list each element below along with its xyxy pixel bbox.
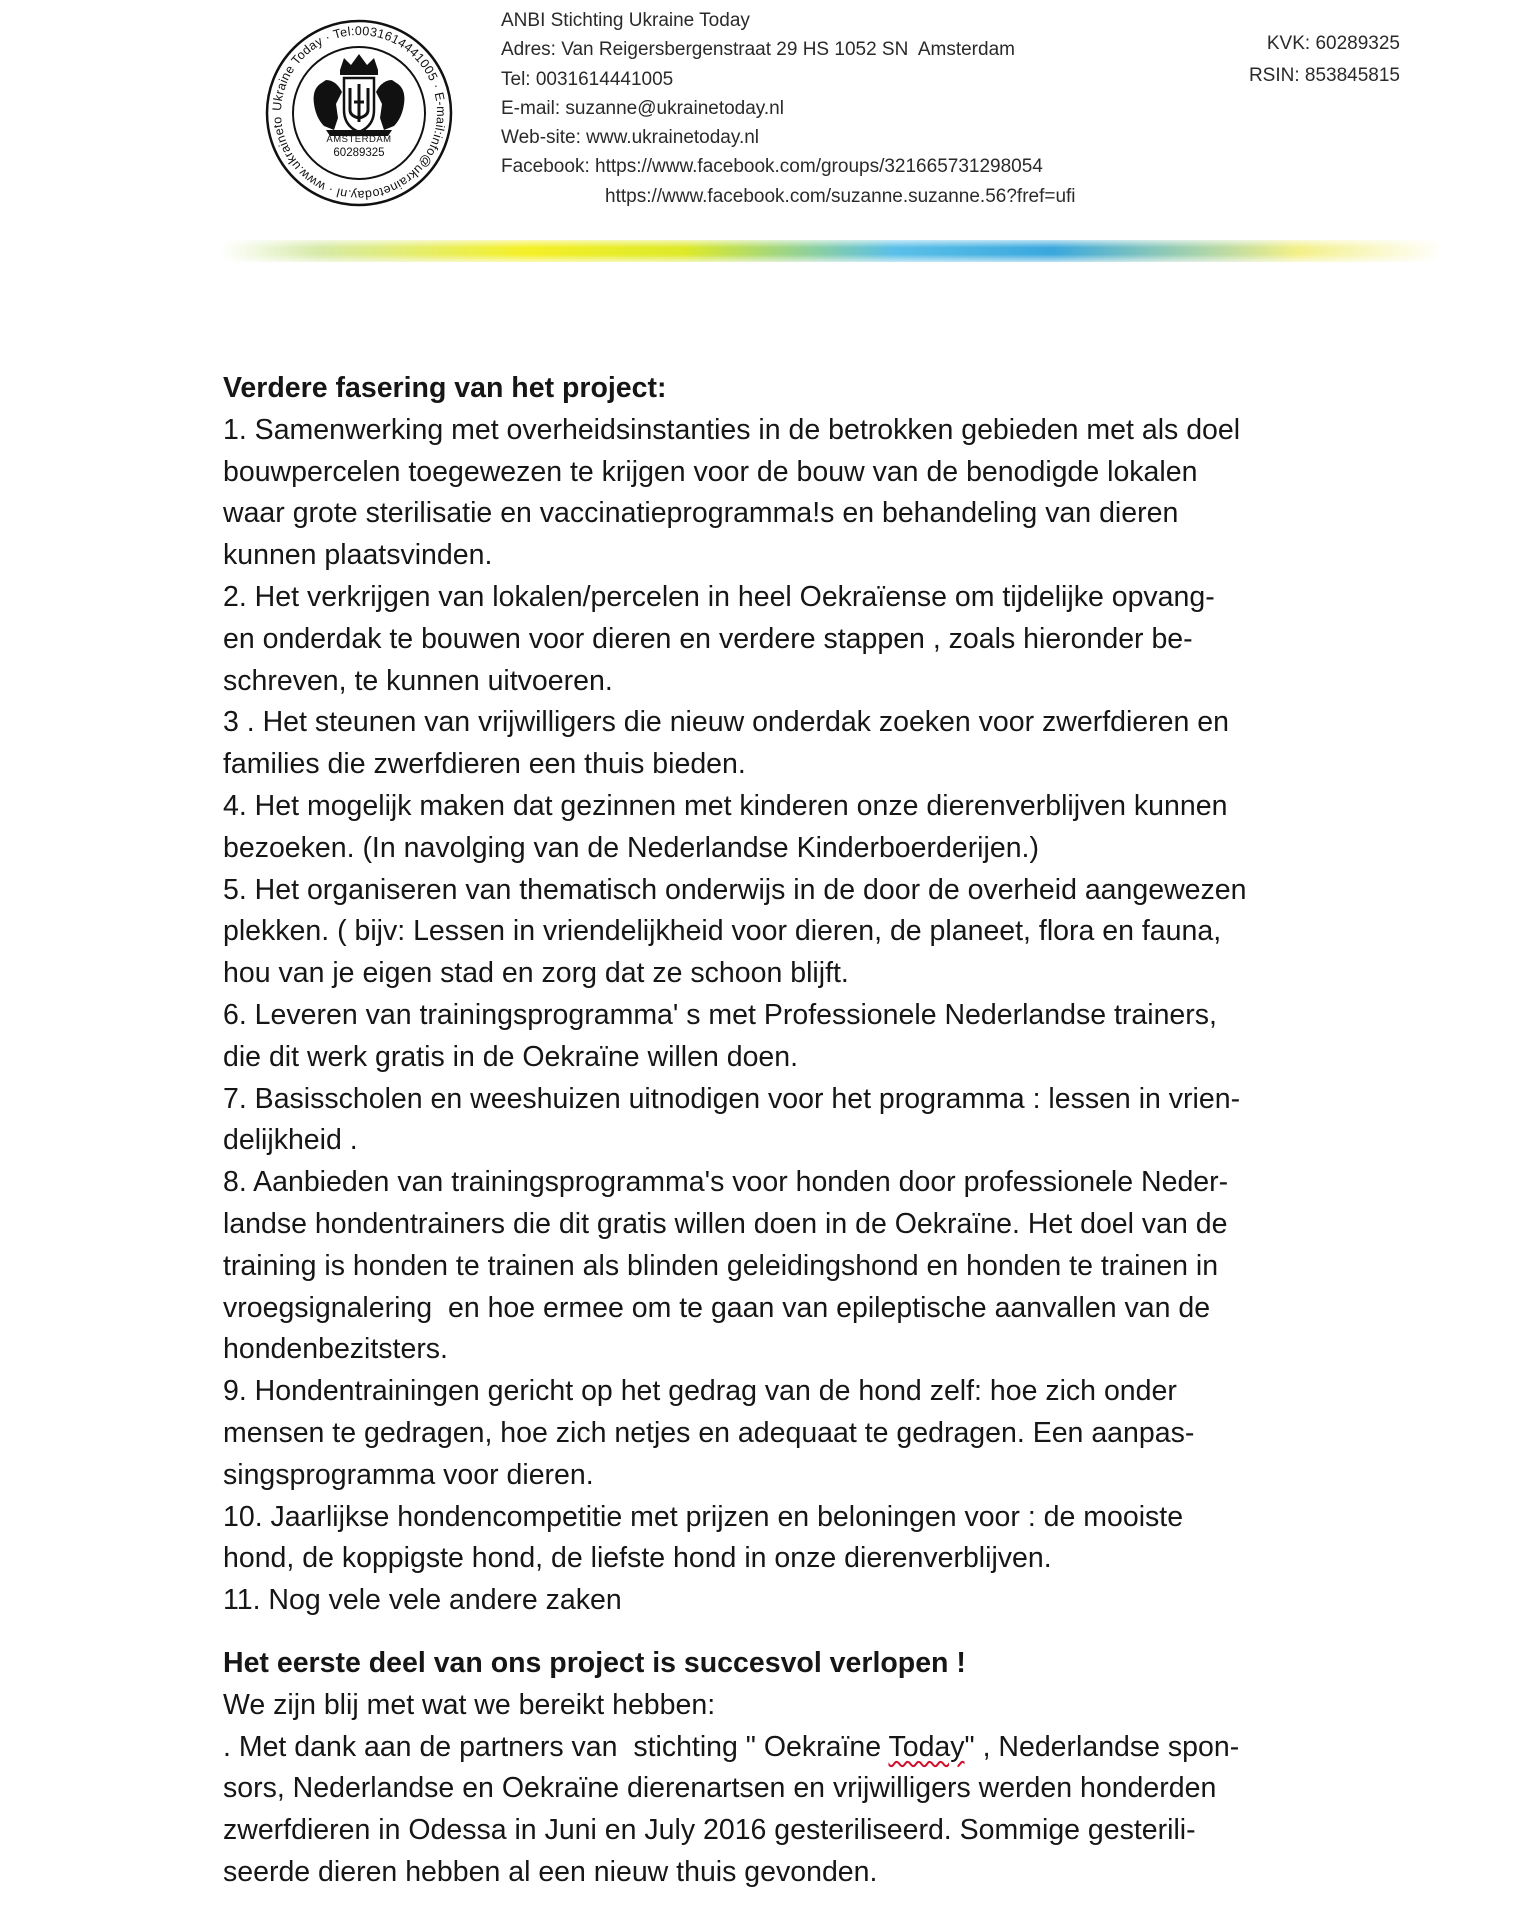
- list-item-line: 8. Aanbieden van trainingsprogramma's voor honden door professionele Neder-: [223, 1166, 1229, 1199]
- document-body: [223, 368, 1453, 1894]
- paragraph-line: [223, 1727, 1453, 1769]
- crown-icon: [340, 54, 378, 75]
- website: Web-site: www.ukrainetoday.nl: [501, 127, 760, 149]
- phone: Tel: 0031614441005: [501, 68, 674, 90]
- text-run: " , Nederlandse spon-: [964, 1730, 1240, 1763]
- list-item-line: hou van je eigen stad en zorg dat ze schoon blijft.: [223, 957, 849, 990]
- list-item-line: 1. Samenwerking met overheidsinstanties in de betrokken gebieden met als doel: [223, 413, 1241, 446]
- seal-icon: [264, 18, 454, 208]
- text-run: . Met dank aan de partners van stichting " Oekraïne: [223, 1730, 889, 1763]
- list-item-line: 10. Jaarlijkse hondencompetitie met prijzen en beloningen voor : de mooiste: [223, 1500, 1184, 1533]
- colored-divider-band: [220, 240, 1444, 262]
- list-item-1: [223, 410, 1453, 577]
- list-item-line: 6. Leveren van trainingsprogramma' s met Professionele Nederlandse trainers,: [223, 998, 1217, 1031]
- list-item-line: 2. Het verkrijgen van lokalen/percelen in heel Oekraïense om tijdelijke opvang-: [223, 580, 1215, 613]
- list-item-3: [223, 702, 1453, 786]
- list-item-line: schreven, te kunnen uitvoeren.: [223, 664, 613, 697]
- list-item-10: [223, 1497, 1453, 1581]
- tryzub-shield-icon: [344, 78, 374, 132]
- list-item-line: die dit werk gratis in de Oekraïne willen doen.: [223, 1040, 799, 1073]
- organization-seal: [264, 18, 454, 208]
- registry-numbers: [1249, 28, 1400, 92]
- list-item-line: 4. Het mogelijk maken dat gezinnen met kinderen onze dierenverblijven kunnen: [223, 789, 1228, 822]
- list-item-line: vroegsignalering en hoe ermee om te gaan van epileptische aanvallen van de: [223, 1291, 1211, 1324]
- list-item-5: [223, 870, 1453, 995]
- list-item-11: 11. Nog vele vele andere zaken: [223, 1584, 622, 1617]
- list-item-line: families die zwerfdieren een thuis bieden.: [223, 748, 746, 781]
- seal-ring-text: Ukraine Today · Tel:0031614441005 · E-mail:info@ukrainetoday.nl · www.ukraineto: [269, 23, 449, 203]
- spellcheck-flagged-word: Today: [888, 1730, 965, 1763]
- list-item-line: plekken. ( bijv: Lessen in vriendelijkheid voor dieren, de planeet, flora en fauna,: [223, 915, 1222, 948]
- list-item-line: delijkheid .: [223, 1124, 358, 1157]
- list-item-line: bezoeken. (In navolging van de Nederlandse Kinderboerderijen.): [223, 831, 1039, 864]
- list-item-7: [223, 1079, 1453, 1163]
- list-item-line: 5. Het organiseren van thematisch onderwijs in de door de overheid aangewezen: [223, 873, 1247, 906]
- list-item-line: training is honden te trainen als blinden geleidingshond en honden te trainen in: [223, 1249, 1219, 1282]
- list-item-2: [223, 577, 1453, 702]
- seal-city: AMSTERDAM: [326, 134, 392, 145]
- list-item-line: 9. Hondentrainingen gericht op het gedrag van de hond zelf: hoe zich onder: [223, 1375, 1177, 1408]
- list-item-line: bouwpercelen toegewezen te krijgen voor de bouw van de benodigde lokalen: [223, 455, 1198, 488]
- success-intro: We zijn blij met wat we bereikt hebben:: [223, 1688, 716, 1721]
- success-paragraph: [223, 1727, 1453, 1894]
- org-name: ANBI Stichting Ukraine Today: [501, 10, 750, 31]
- paragraph-line: zwerfdieren in Odessa in Juni en July 2016 gesteriliseerd. Sommige gesterili-: [223, 1814, 1196, 1847]
- list-item-line: singsprogramma voor dieren.: [223, 1458, 594, 1491]
- success-heading: Het eerste deel van ons project is succesvol verlopen !: [223, 1646, 966, 1679]
- list-item-9: [223, 1371, 1453, 1496]
- paragraph-line: seerde dieren hebben al een nieuw thuis gevonden.: [223, 1855, 878, 1888]
- list-item-line: mensen te gedragen, hoe zich netjes en adequaat te gedragen. Een aanpas-: [223, 1416, 1195, 1449]
- list-item-6: [223, 995, 1453, 1079]
- list-item-line: 7. Basisscholen en weeshuizen uitnodigen voor het programma : lessen in vrien-: [223, 1082, 1241, 1115]
- list-item-4: [223, 786, 1453, 870]
- letterhead-contact-block: [501, 6, 1076, 211]
- facebook-profile-link: https://www.facebook.com/suzanne.suzanne.56?fref=ufi: [605, 185, 1076, 207]
- list-item-line: kunnen plaatsvinden.: [223, 539, 493, 572]
- paragraph-spacer: [223, 1622, 1453, 1643]
- list-item-line: en onderdak te bouwen voor dieren en verdere stappen , zoals hieronder be-: [223, 622, 1193, 655]
- rsin-number: RSIN: 853845815: [1248, 65, 1400, 86]
- list-item-8: [223, 1162, 1453, 1371]
- section-heading: Verdere fasering van het project:: [223, 372, 667, 404]
- list-item-line: 3 . Het steunen van vrijwilligers die nieuw onderdak zoeken voor zwerfdieren en: [223, 706, 1229, 739]
- address: Adres: Van Reigersbergenstraat 29 HS 1052 SN Amsterdam: [501, 39, 1015, 61]
- list-item-line: hondenbezitsters.: [223, 1333, 448, 1366]
- paragraph-line: sors, Nederlandse en Oekraïne dierenartsen en vrijwilligers werden honderden: [223, 1772, 1217, 1805]
- list-item-line: waar grote sterilisatie en vaccinatieprogramma!s en behandeling van dieren: [223, 497, 1179, 530]
- facebook-group-link: Facebook: https://www.facebook.com/groups/321665731298054: [501, 156, 1043, 178]
- list-item-line: landse hondentrainers die dit gratis willen doen in de Oekraïne. Het doel van de: [223, 1207, 1228, 1240]
- list-item-line: hond, de koppigste hond, de liefste hond in onze dierenverblijven.: [223, 1542, 1052, 1575]
- email: E-mail: suzanne@ukrainetoday.nl: [501, 97, 784, 119]
- seal-number: 60289325: [333, 147, 385, 159]
- kvk-number: KVK: 60289325: [1266, 33, 1400, 54]
